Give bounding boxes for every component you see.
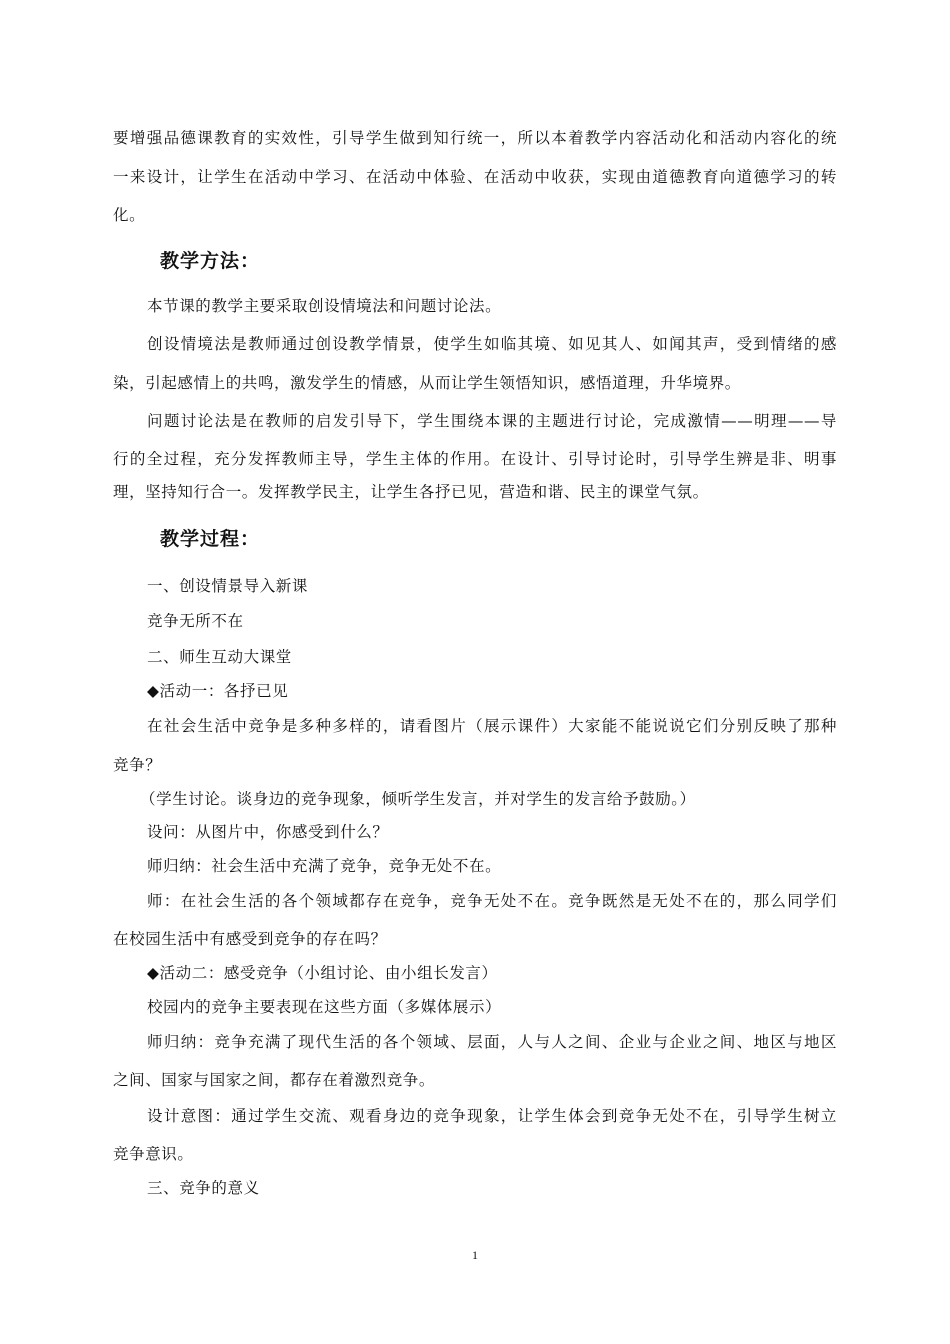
- paragraph-line: 在社会生活中竞争是多种多样的，请看图片（展示课件）大家能不能说说它们分别反映了那种: [147, 717, 837, 735]
- section-heading-process: 教学过程：: [160, 528, 261, 550]
- paragraph-line: 竞争意识。: [113, 1145, 194, 1163]
- paragraph-line: 创设情境法是教师通过创设教学情景，使学生如临其境、如见其人、如闻其声，受到情绪的感: [147, 335, 837, 353]
- paragraph-line: 本节课的教学主要采取创设情境法和问题讨论法。: [147, 297, 502, 315]
- paragraph-line: 师：在社会生活的各个领域都存在竞争，竞争无处不在。竞争既然是无处不在的，那么同学们: [147, 892, 837, 910]
- paragraph-line: 理，坚持知行合一。发挥教学民主，让学生各抒已见，营造和谐、民主的课堂气氛。: [113, 483, 709, 501]
- paragraph-line: 行的全过程，充分发挥教师主导，学生主体的作用。在设计、引导讨论时，引导学生辨是非、明事: [113, 450, 837, 468]
- paragraph-line: （学生讨论。谈身边的竞争现象，倾听学生发言，并对学生的发言给予鼓励。）: [140, 790, 696, 808]
- page-number: 1: [472, 1248, 478, 1262]
- section-heading-methods: 教学方法：: [160, 250, 261, 272]
- paragraph-line: 在校园生活中有感受到竞争的存在吗？: [113, 930, 387, 948]
- paragraph-line: 之间、国家与国家之间，都存在着激烈竞争。: [113, 1071, 436, 1089]
- paragraph-line: ◆活动二：感受竞争（小组讨论、由小组长发言）: [147, 964, 498, 982]
- paragraph-line: 一、创设情景导入新课: [147, 577, 309, 595]
- paragraph-line: 师归纳：社会生活中充满了竞争，竞争无处不在。: [147, 857, 502, 875]
- paragraph-line: 三、竞争的意义: [147, 1179, 260, 1197]
- paragraph-line: 师归纳：竞争充满了现代生活的各个领域、层面，人与人之间、企业与企业之间、地区与地区: [147, 1033, 837, 1051]
- paragraph-line: 要增强品德课教育的实效性，引导学生做到知行统一，所以本着教学内容活动化和活动内容化的统: [113, 129, 837, 147]
- paragraph-line: 设问：从图片中，你感受到什么？: [147, 823, 389, 841]
- paragraph-line: 竞争？: [113, 756, 162, 774]
- paragraph-line: 一来设计，让学生在活动中学习、在活动中体验、在活动中收获，实现由道德教育向道德学习的转: [113, 168, 837, 186]
- paragraph-line: 校园内的竞争主要表现在这些方面（多媒体展示）: [147, 998, 502, 1016]
- paragraph-line: 设计意图：通过学生交流、观看身边的竞争现象，让学生体会到竞争无处不在，引导学生树立: [147, 1107, 837, 1125]
- paragraph-line: 化。: [113, 206, 146, 224]
- paragraph-line: 染，引起感情上的共鸣，激发学生的情感，从而让学生领悟知识，感悟道理，升华境界。: [113, 374, 741, 392]
- paragraph-line: ◆活动一：各抒已见: [147, 682, 289, 700]
- paragraph-line: 问题讨论法是在教师的启发引导下，学生围绕本课的主题进行讨论，完成激情——明理——导: [147, 412, 837, 430]
- paragraph-line: 竞争无所不在: [147, 612, 244, 630]
- paragraph-line: 二、师生互动大课堂: [147, 648, 292, 666]
